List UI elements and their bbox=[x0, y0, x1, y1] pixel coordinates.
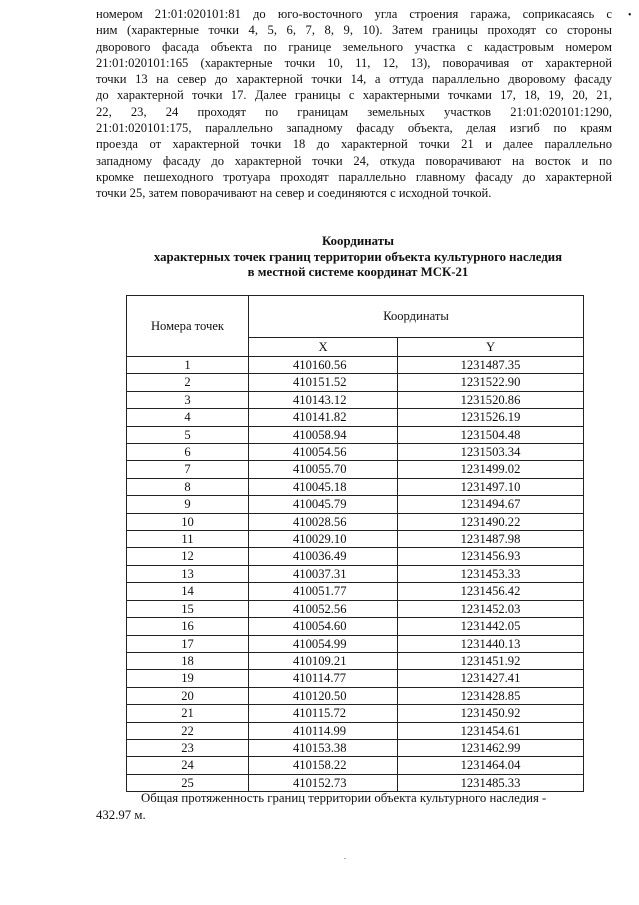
point-number-cell: 14 bbox=[127, 583, 249, 600]
total-length-line-2: 432.97 м. bbox=[96, 807, 146, 822]
total-length bbox=[96, 790, 596, 823]
y-coordinate-cell: 1231490.22 bbox=[398, 513, 584, 530]
x-coordinate-cell: 410045.79 bbox=[249, 496, 398, 513]
y-coordinate-cell: 1231450.92 bbox=[398, 705, 584, 722]
point-number-cell: 21 bbox=[127, 705, 249, 722]
point-number-cell: 18 bbox=[127, 652, 249, 669]
table-row bbox=[127, 583, 584, 600]
x-coordinate-cell: 410153.38 bbox=[249, 739, 398, 756]
y-coordinate-cell: 1231442.05 bbox=[398, 618, 584, 635]
paragraph-line: 21:01:020101:175, параллельно западному фасаду объекта, делая изгиб по краям bbox=[96, 121, 612, 136]
table-row bbox=[127, 531, 584, 548]
y-coordinate-cell: 1231452.03 bbox=[398, 600, 584, 617]
y-coordinate-cell: 1231497.10 bbox=[398, 478, 584, 495]
y-coordinate-cell: 1231494.67 bbox=[398, 496, 584, 513]
y-coordinate-cell: 1231462.99 bbox=[398, 739, 584, 756]
table-row bbox=[127, 391, 584, 408]
table-row bbox=[127, 618, 584, 635]
table-row bbox=[127, 565, 584, 582]
x-coordinate-cell: 410114.99 bbox=[249, 722, 398, 739]
heading-line-3: в местной системе координат МСК-21 bbox=[247, 265, 469, 279]
point-number-cell: 23 bbox=[127, 739, 249, 756]
point-number-cell: 7 bbox=[127, 461, 249, 478]
y-coordinate-cell: 1231427.41 bbox=[398, 670, 584, 687]
x-coordinate-cell: 410028.56 bbox=[249, 513, 398, 530]
y-coordinate-cell: 1231499.02 bbox=[398, 461, 584, 478]
y-coordinate-cell: 1231503.34 bbox=[398, 444, 584, 461]
x-coordinate-cell: 410151.52 bbox=[249, 374, 398, 391]
paragraph-line: до характерной точки 17. Далее границы с характерными точками 17, 18, 19, 20, 21, bbox=[96, 88, 612, 103]
paragraph-line: точки 25, затем поворачивают на север и соединяются с исходной точкой. bbox=[96, 186, 492, 201]
paragraph-line: кромке пешеходного тротуара проходят параллельно главному фасаду до характерной bbox=[96, 169, 612, 184]
x-coordinate-cell: 410158.22 bbox=[249, 757, 398, 774]
paragraph-line: номером 21:01:020101:81 до юго-восточного угла строения гаража, соприкасаясь с bbox=[96, 7, 612, 21]
paragraph-line: ним (характерные точки 4, 5, 6, 7, 8, 9, 10). Затем границы проходят со стороны bbox=[96, 23, 612, 38]
paragraph-line: проезда от характерной точки 18 до характерной точки 21 и далее параллельно bbox=[96, 137, 612, 152]
x-coordinate-cell: 410054.56 bbox=[249, 444, 398, 461]
x-coordinate-cell: 410058.94 bbox=[249, 426, 398, 443]
x-coordinate-cell: 410029.10 bbox=[249, 531, 398, 548]
x-coordinate-cell: 410120.50 bbox=[249, 687, 398, 704]
point-number-cell: 2 bbox=[127, 374, 249, 391]
y-coordinate-cell: 1231487.35 bbox=[398, 357, 584, 374]
y-coordinate-cell: 1231456.93 bbox=[398, 548, 584, 565]
y-coordinate-cell: 1231453.33 bbox=[398, 565, 584, 582]
x-coordinate-cell: 410054.60 bbox=[249, 618, 398, 635]
y-coordinate-cell: 1231428.85 bbox=[398, 687, 584, 704]
table-row bbox=[127, 444, 584, 461]
table-row bbox=[127, 757, 584, 774]
x-coordinate-cell: 410152.73 bbox=[249, 774, 398, 791]
paragraph-line: точки 13 на север до характерной точки 14, а оттуда параллельно дворовому фасаду bbox=[96, 72, 612, 87]
table-row bbox=[127, 548, 584, 565]
table-row bbox=[127, 409, 584, 426]
paragraph-line: западному фасаду до характерной точки 24, откуда поворачивают на восток и по bbox=[96, 153, 612, 168]
point-number-cell: 13 bbox=[127, 565, 249, 582]
x-coordinate-cell: 410037.31 bbox=[249, 565, 398, 582]
bottom-mark: . bbox=[344, 852, 346, 861]
point-number-cell: 24 bbox=[127, 757, 249, 774]
table-row bbox=[127, 374, 584, 391]
x-coordinate-cell: 410160.56 bbox=[249, 357, 398, 374]
paragraph-line: 21:01:020101:165 (характерные точки 10, 11, 12, 13), поворачивая от характерной bbox=[96, 55, 612, 70]
x-coordinate-cell: 410051.77 bbox=[249, 583, 398, 600]
y-coordinate-cell: 1231451.92 bbox=[398, 652, 584, 669]
x-coordinate-cell: 410052.56 bbox=[249, 600, 398, 617]
y-coordinate-cell: 1231440.13 bbox=[398, 635, 584, 652]
x-coordinate-cell: 410115.72 bbox=[249, 705, 398, 722]
x-coordinate-cell: 410141.82 bbox=[249, 409, 398, 426]
table-row bbox=[127, 426, 584, 443]
point-number-cell: 15 bbox=[127, 600, 249, 617]
coordinates-table bbox=[126, 295, 584, 792]
point-number-cell: 6 bbox=[127, 444, 249, 461]
total-length-line-1: Общая протяженность границ территории объекта культурного наследия - bbox=[141, 791, 547, 805]
y-coordinate-cell: 1231487.98 bbox=[398, 531, 584, 548]
y-coordinate-cell: 1231454.61 bbox=[398, 722, 584, 739]
point-number-cell: 4 bbox=[127, 409, 249, 426]
table-row bbox=[127, 635, 584, 652]
table-row bbox=[127, 687, 584, 704]
header-point-numbers: Номера точек bbox=[127, 296, 249, 357]
paragraph-line: 22, 23, 24 проходят по границам земельных участков 21:01:020101:1290, bbox=[96, 104, 612, 119]
point-number-cell: 22 bbox=[127, 722, 249, 739]
point-number-cell: 17 bbox=[127, 635, 249, 652]
paragraph-line: дворового фасада объекта по границе земельного участка с кадастровым номером bbox=[96, 39, 612, 54]
point-number-cell: 5 bbox=[127, 426, 249, 443]
point-number-cell: 10 bbox=[127, 513, 249, 530]
point-number-cell: 20 bbox=[127, 687, 249, 704]
y-coordinate-cell: 1231464.04 bbox=[398, 757, 584, 774]
table-row bbox=[127, 600, 584, 617]
point-number-cell: 16 bbox=[127, 618, 249, 635]
y-coordinate-cell: 1231522.90 bbox=[398, 374, 584, 391]
x-coordinate-cell: 410055.70 bbox=[249, 461, 398, 478]
table-row bbox=[127, 357, 584, 374]
point-number-cell: 3 bbox=[127, 391, 249, 408]
point-number-cell: 12 bbox=[127, 548, 249, 565]
header-coordinates: Координаты bbox=[249, 296, 584, 338]
table-row bbox=[127, 513, 584, 530]
table-row bbox=[127, 478, 584, 495]
y-coordinate-cell: 1231456.42 bbox=[398, 583, 584, 600]
x-coordinate-cell: 410114.77 bbox=[249, 670, 398, 687]
y-coordinate-cell: 1231526.19 bbox=[398, 409, 584, 426]
boundary-description-paragraph bbox=[96, 6, 612, 202]
table-row bbox=[127, 461, 584, 478]
x-coordinate-cell: 410036.49 bbox=[249, 548, 398, 565]
point-number-cell: 25 bbox=[127, 774, 249, 791]
y-coordinate-cell: 1231485.33 bbox=[398, 774, 584, 791]
point-number-cell: 19 bbox=[127, 670, 249, 687]
header-x: X bbox=[249, 337, 398, 356]
point-number-cell: 1 bbox=[127, 357, 249, 374]
point-number-cell: 8 bbox=[127, 478, 249, 495]
heading-line-1: Координаты bbox=[322, 234, 394, 248]
heading-line-2: характерных точек границ территории объекта культурного наследия bbox=[153, 249, 563, 264]
margin-mark: • bbox=[628, 10, 632, 21]
x-coordinate-cell: 410054.99 bbox=[249, 635, 398, 652]
y-coordinate-cell: 1231520.86 bbox=[398, 391, 584, 408]
table-row bbox=[127, 496, 584, 513]
header-y: Y bbox=[398, 337, 584, 356]
table-heading bbox=[96, 234, 620, 281]
table-row bbox=[127, 722, 584, 739]
point-number-cell: 11 bbox=[127, 531, 249, 548]
y-coordinate-cell: 1231504.48 bbox=[398, 426, 584, 443]
table-row bbox=[127, 739, 584, 756]
point-number-cell: 9 bbox=[127, 496, 249, 513]
table-row bbox=[127, 705, 584, 722]
x-coordinate-cell: 410109.21 bbox=[249, 652, 398, 669]
table-row bbox=[127, 670, 584, 687]
table-row bbox=[127, 652, 584, 669]
x-coordinate-cell: 410143.12 bbox=[249, 391, 398, 408]
x-coordinate-cell: 410045.18 bbox=[249, 478, 398, 495]
